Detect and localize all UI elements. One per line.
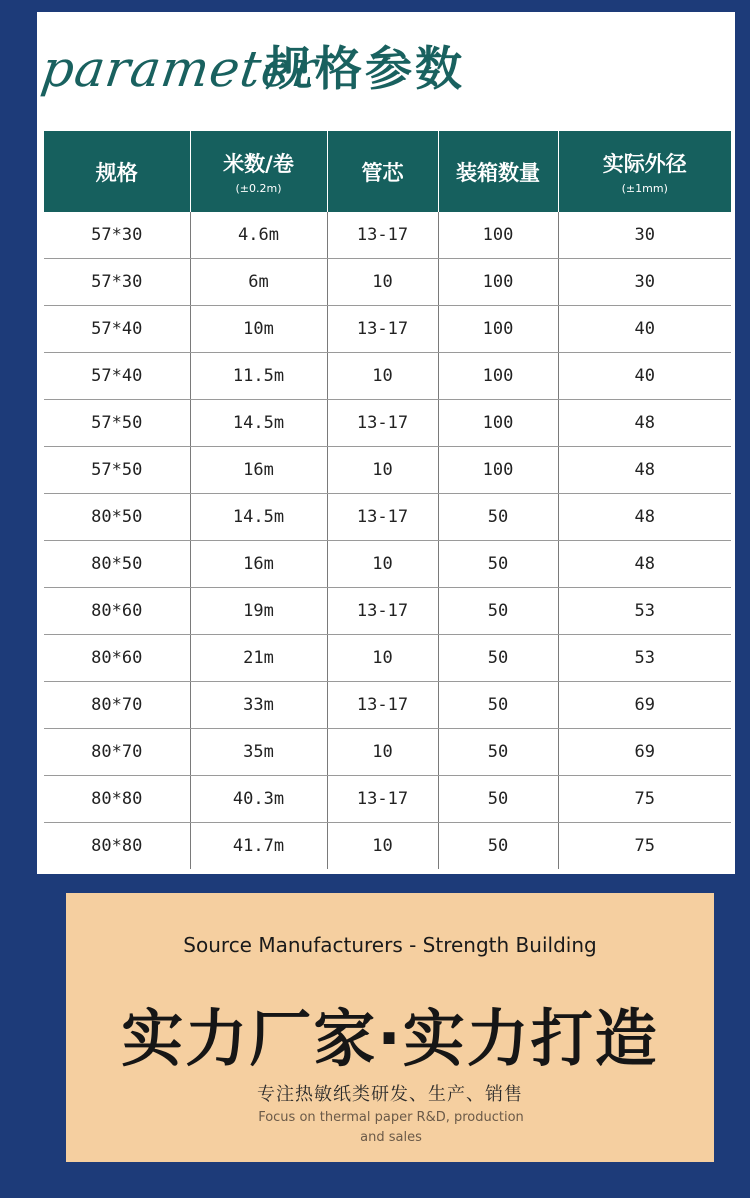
cell-spec: 57*30 — [44, 212, 190, 259]
table-row — [44, 353, 731, 400]
promo-banner — [66, 893, 714, 1162]
cell-core: 13-17 — [327, 682, 438, 729]
cell-box-quantity: 50 — [438, 635, 558, 682]
column-header-box-quantity: 装箱数量 — [438, 131, 558, 212]
cell-spec: 80*70 — [44, 729, 190, 776]
cell-length: 41.7m — [190, 823, 327, 870]
cell-box-quantity: 50 — [438, 588, 558, 635]
banner-english-tagline: Source Manufacturers - Strength Building — [183, 933, 597, 957]
cell-outer-diameter: 48 — [558, 447, 731, 494]
table-header-row — [44, 131, 731, 212]
cell-core: 13-17 — [327, 588, 438, 635]
cell-outer-diameter: 30 — [558, 259, 731, 306]
cell-length: 16m — [190, 447, 327, 494]
spec-table — [44, 131, 731, 869]
banner-english-subline: Focus on thermal paper R&D, production and sales — [258, 1110, 524, 1145]
cell-box-quantity: 50 — [438, 823, 558, 870]
cell-outer-diameter: 75 — [558, 823, 731, 870]
column-header-outer-diameter: 实际外径 (±1mm) — [558, 131, 731, 212]
cell-spec: 80*60 — [44, 635, 190, 682]
cell-box-quantity: 50 — [438, 729, 558, 776]
cell-length: 19m — [190, 588, 327, 635]
cell-outer-diameter: 40 — [558, 306, 731, 353]
cell-spec: 57*40 — [44, 353, 190, 400]
cell-length: 16m — [190, 541, 327, 588]
cell-outer-diameter: 40 — [558, 353, 731, 400]
cell-core: 13-17 — [327, 776, 438, 823]
cell-outer-diameter: 69 — [558, 682, 731, 729]
cell-outer-diameter: 75 — [558, 776, 731, 823]
table-row — [44, 212, 731, 259]
cell-core: 10 — [327, 541, 438, 588]
cell-spec: 80*70 — [44, 682, 190, 729]
cell-box-quantity: 100 — [438, 212, 558, 259]
table-row — [44, 400, 731, 447]
cell-length: 11.5m — [190, 353, 327, 400]
column-header-core: 管芯 — [327, 131, 438, 212]
table-row — [44, 635, 731, 682]
cell-core: 10 — [327, 259, 438, 306]
table-row — [44, 259, 731, 306]
cell-core: 10 — [327, 729, 438, 776]
cell-box-quantity: 100 — [438, 400, 558, 447]
cell-outer-diameter: 53 — [558, 635, 731, 682]
cell-box-quantity: 100 — [438, 259, 558, 306]
column-header-spec: 规格 — [44, 131, 190, 212]
cell-spec: 80*50 — [44, 541, 190, 588]
cell-length: 4.6m — [190, 212, 327, 259]
cell-outer-diameter: 53 — [558, 588, 731, 635]
banner-chinese-headline: 实力厂家·实力打造 — [121, 1002, 659, 1075]
cell-length: 14.5m — [190, 494, 327, 541]
cell-length: 35m — [190, 729, 327, 776]
page-title: 规格参数 — [265, 42, 465, 97]
table-row — [44, 541, 731, 588]
spec-panel — [37, 12, 735, 874]
cell-spec: 80*80 — [44, 776, 190, 823]
cell-outer-diameter: 48 — [558, 541, 731, 588]
table-row — [44, 729, 731, 776]
column-header-length-tolerance: (±0.2m) — [235, 182, 282, 195]
cell-box-quantity: 100 — [438, 306, 558, 353]
table-row — [44, 823, 731, 870]
cell-outer-diameter: 69 — [558, 729, 731, 776]
cell-box-quantity: 100 — [438, 353, 558, 400]
cell-box-quantity: 50 — [438, 776, 558, 823]
script-title: parameter — [37, 40, 322, 98]
cell-core: 13-17 — [327, 400, 438, 447]
column-header-length: 米数/卷 (±0.2m) — [190, 131, 327, 212]
table-row — [44, 776, 731, 823]
cell-spec: 57*50 — [44, 400, 190, 447]
cell-spec: 80*50 — [44, 494, 190, 541]
cell-length: 33m — [190, 682, 327, 729]
cell-spec: 57*50 — [44, 447, 190, 494]
cell-core: 10 — [327, 353, 438, 400]
table-row — [44, 447, 731, 494]
cell-core: 13-17 — [327, 306, 438, 353]
table-row — [44, 682, 731, 729]
table-body — [44, 212, 731, 869]
cell-spec: 57*30 — [44, 259, 190, 306]
cell-spec: 80*60 — [44, 588, 190, 635]
cell-outer-diameter: 48 — [558, 400, 731, 447]
title-row — [37, 12, 735, 132]
cell-outer-diameter: 48 — [558, 494, 731, 541]
cell-outer-diameter: 30 — [558, 212, 731, 259]
cell-spec: 57*40 — [44, 306, 190, 353]
table-row — [44, 494, 731, 541]
cell-length: 14.5m — [190, 400, 327, 447]
cell-length: 21m — [190, 635, 327, 682]
banner-chinese-subline: 专注热敏纸类研发、生产、销售 — [257, 1084, 523, 1105]
cell-core: 10 — [327, 823, 438, 870]
cell-core: 10 — [327, 635, 438, 682]
cell-box-quantity: 50 — [438, 682, 558, 729]
cell-length: 6m — [190, 259, 327, 306]
cell-box-quantity: 100 — [438, 447, 558, 494]
table-row — [44, 306, 731, 353]
cell-core: 13-17 — [327, 494, 438, 541]
cell-length: 40.3m — [190, 776, 327, 823]
cell-box-quantity: 50 — [438, 494, 558, 541]
cell-length: 10m — [190, 306, 327, 353]
column-header-diameter-tolerance: (±1mm) — [621, 182, 668, 195]
cell-box-quantity: 50 — [438, 541, 558, 588]
cell-spec: 80*80 — [91, 836, 143, 856]
table-row — [44, 588, 731, 635]
cell-core: 13-17 — [327, 212, 438, 259]
cell-core: 10 — [327, 447, 438, 494]
